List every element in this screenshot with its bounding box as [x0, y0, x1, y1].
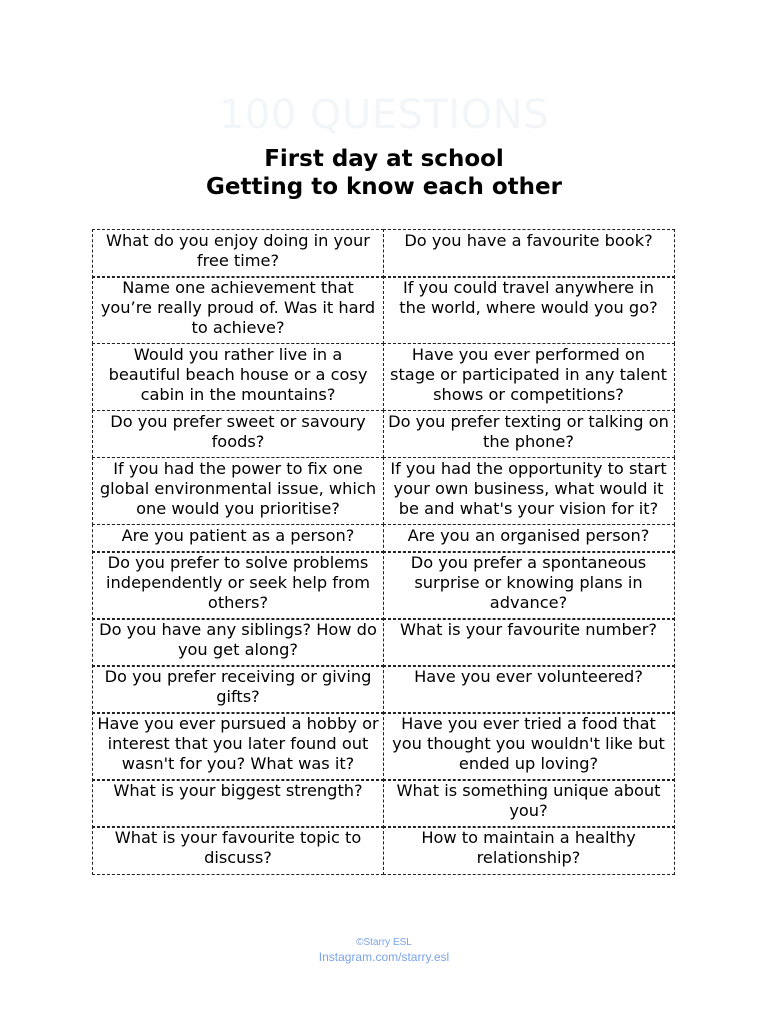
- question-card: What is something unique about you?: [383, 779, 675, 828]
- question-row: [92, 779, 676, 826]
- question-card: Would you rather live in a beautiful beach house or a cosy cabin in the mountains?: [92, 343, 384, 411]
- question-card: Have you ever volunteered?: [383, 665, 675, 714]
- question-row: [92, 343, 676, 410]
- question-card: How to maintain a healthy relationship?: [383, 826, 675, 875]
- question-card: Do you prefer a spontaneous surprise or knowing plans in advance?: [383, 551, 675, 619]
- credit-text: ©Starry ESL: [356, 937, 412, 948]
- question-card: What is your biggest strength?: [92, 779, 384, 828]
- title-line-2: Getting to know each other: [206, 174, 562, 200]
- question-card: Do you prefer sweet or savoury foods?: [92, 410, 384, 459]
- question-row: [92, 712, 676, 779]
- question-row: [92, 410, 676, 457]
- question-card: If you could travel anywhere in the world, where would you go?: [383, 276, 675, 344]
- instagram-link[interactable]: Instagram.com/starry.esl: [318, 950, 450, 964]
- question-row: [92, 524, 676, 551]
- question-row: [92, 229, 676, 276]
- question-card: If you had the opportunity to start your own business, what would it be and what's your vision for it?: [383, 457, 675, 525]
- question-card: Do you prefer receiving or giving gifts?: [92, 665, 384, 714]
- question-card: Are you patient as a person?: [92, 524, 384, 553]
- question-card: Do you prefer texting or talking on the phone?: [383, 410, 675, 459]
- question-card: If you had the power to fix one global environmental issue, which one would you prioritise?: [92, 457, 384, 525]
- title-line-1: First day at school: [264, 146, 504, 172]
- question-card: What is your favourite topic to discuss?: [92, 826, 384, 875]
- question-card: Do you have a favourite book?: [383, 229, 675, 278]
- question-row: [92, 551, 676, 618]
- page-title: [0, 145, 768, 201]
- question-row: [92, 457, 676, 524]
- question-grid: [92, 229, 676, 873]
- question-row: [92, 276, 676, 343]
- watermark-text: 100 QUESTIONS: [218, 92, 549, 138]
- question-card: Are you an organised person?: [383, 524, 675, 553]
- question-card: What do you enjoy doing in your free time?: [92, 229, 384, 278]
- question-row: [92, 826, 676, 873]
- question-card: Have you ever tried a food that you thought you wouldn't like but ended up loving?: [383, 712, 675, 780]
- question-card: Do you prefer to solve problems independently or seek help from others?: [92, 551, 384, 619]
- question-card: Have you ever pursued a hobby or interest that you later found out wasn't for you? What was it?: [92, 712, 384, 780]
- question-card: Have you ever performed on stage or participated in any talent shows or competitions?: [383, 343, 675, 411]
- question-row: [92, 665, 676, 712]
- question-card: Name one achievement that you’re really proud of. Was it hard to achieve?: [92, 276, 384, 344]
- question-card: What is your favourite number?: [383, 618, 675, 667]
- question-row: [92, 618, 676, 665]
- footer-credit: [0, 935, 768, 965]
- question-card: Do you have any siblings? How do you get along?: [92, 618, 384, 667]
